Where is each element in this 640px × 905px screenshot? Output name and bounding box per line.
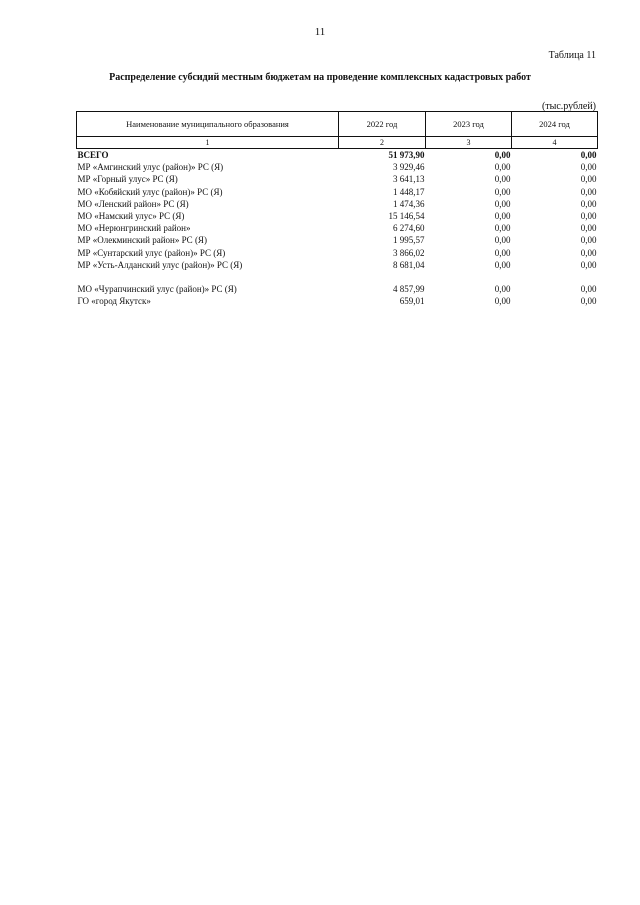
value-2023: 0,00 [494, 150, 511, 161]
value-2023: 0,00 [494, 247, 511, 258]
value-2022: 659,01 [399, 296, 425, 307]
value-2023: 0,00 [494, 186, 511, 197]
value-2023: 0,00 [494, 283, 511, 294]
row-name: МР «Горный улус» РС (Я) [77, 174, 178, 185]
value-2022: 3 866,02 [393, 247, 425, 258]
value-2023: 0,00 [494, 162, 511, 173]
value-2022: 15 146,54 [388, 211, 425, 222]
column-number: 2 [339, 137, 426, 149]
table-row [77, 161, 598, 173]
value-2022: 1 995,57 [393, 235, 425, 246]
table-row [77, 210, 598, 222]
row-name: МО «Нерюнгринский район» [77, 223, 191, 234]
header-name: Наименование муниципального образования [77, 112, 339, 137]
value-2024: 0,00 [580, 223, 597, 234]
value-2024: 0,00 [580, 162, 597, 173]
value-2022: 4 857,99 [393, 283, 425, 294]
value-2023: 0,00 [494, 235, 511, 246]
total-row [77, 149, 598, 162]
table-row [77, 198, 598, 210]
value-2024: 0,00 [580, 296, 597, 307]
value-2024: 0,00 [580, 186, 597, 197]
row-name: МР «Олекминский район» РС (Я) [77, 235, 207, 246]
value-2024: 0,00 [580, 198, 597, 209]
value-2023: 0,00 [494, 198, 511, 209]
subsidy-table [76, 111, 598, 307]
header-2024: 2024 год [512, 112, 598, 137]
row-name: МО «Намский улус» РС (Я) [77, 211, 185, 222]
table-row [77, 222, 598, 234]
value-2024: 0,00 [580, 235, 597, 246]
value-2023: 0,00 [494, 259, 511, 270]
value-2022: 51 973,90 [388, 150, 425, 161]
value-2023: 0,00 [494, 223, 511, 234]
table-row [77, 259, 598, 271]
table-row [77, 186, 598, 198]
table-row [77, 295, 598, 307]
row-name: ВСЕГО [77, 150, 109, 161]
table-row [77, 234, 598, 246]
row-name: МР «Усть-Алданский улус (район)» РС (Я) [77, 259, 243, 270]
column-number-row [77, 137, 598, 149]
value-2024: 0,00 [580, 211, 597, 222]
column-number: 1 [77, 137, 339, 149]
header-2022: 2022 год [339, 112, 426, 137]
header-row [77, 112, 598, 137]
value-2024: 0,00 [580, 150, 597, 161]
value-2022: 3 641,13 [393, 174, 425, 185]
header-2023: 2023 год [426, 112, 512, 137]
row-name: МР «Амгинский улус (район)» РС (Я) [77, 162, 224, 173]
value-2022: 6 274,60 [393, 223, 425, 234]
row-name: МР «Сунтарский улус (район)» РС (Я) [77, 247, 226, 258]
column-number: 3 [426, 137, 512, 149]
value-2023: 0,00 [494, 211, 511, 222]
value-2022: 1 448,17 [393, 186, 425, 197]
value-2024: 0,00 [580, 174, 597, 185]
page-number: 11 [314, 26, 326, 38]
row-name: МО «Ленский район» РС (Я) [77, 198, 189, 209]
value-2024: 0,00 [580, 247, 597, 258]
value-2022: 1 474,36 [393, 198, 425, 209]
table-row [77, 279, 598, 295]
value-2022: 3 929,46 [393, 162, 425, 173]
units-label: (тыс.рублей) [541, 101, 596, 112]
value-2024: 0,00 [580, 259, 597, 270]
document-title: Распределение субсидий местным бюджетам на проведение комплексных кадастровых работ [109, 72, 531, 83]
value-2023: 0,00 [494, 174, 511, 185]
row-name: ГО «город Якутск» [77, 296, 151, 307]
value-2023: 0,00 [494, 296, 511, 307]
table-row [77, 247, 598, 259]
spacer-row [77, 271, 598, 279]
value-2024: 0,00 [580, 283, 597, 294]
row-name: МО «Чурапчинский улус (район)» РС (Я) [77, 283, 237, 294]
value-2022: 8 681,04 [393, 259, 425, 270]
table-label: Таблица 11 [548, 50, 596, 61]
row-name: МО «Кобяйский улус (район)» РС (Я) [77, 186, 223, 197]
table-row [77, 173, 598, 185]
column-number: 4 [512, 137, 598, 149]
